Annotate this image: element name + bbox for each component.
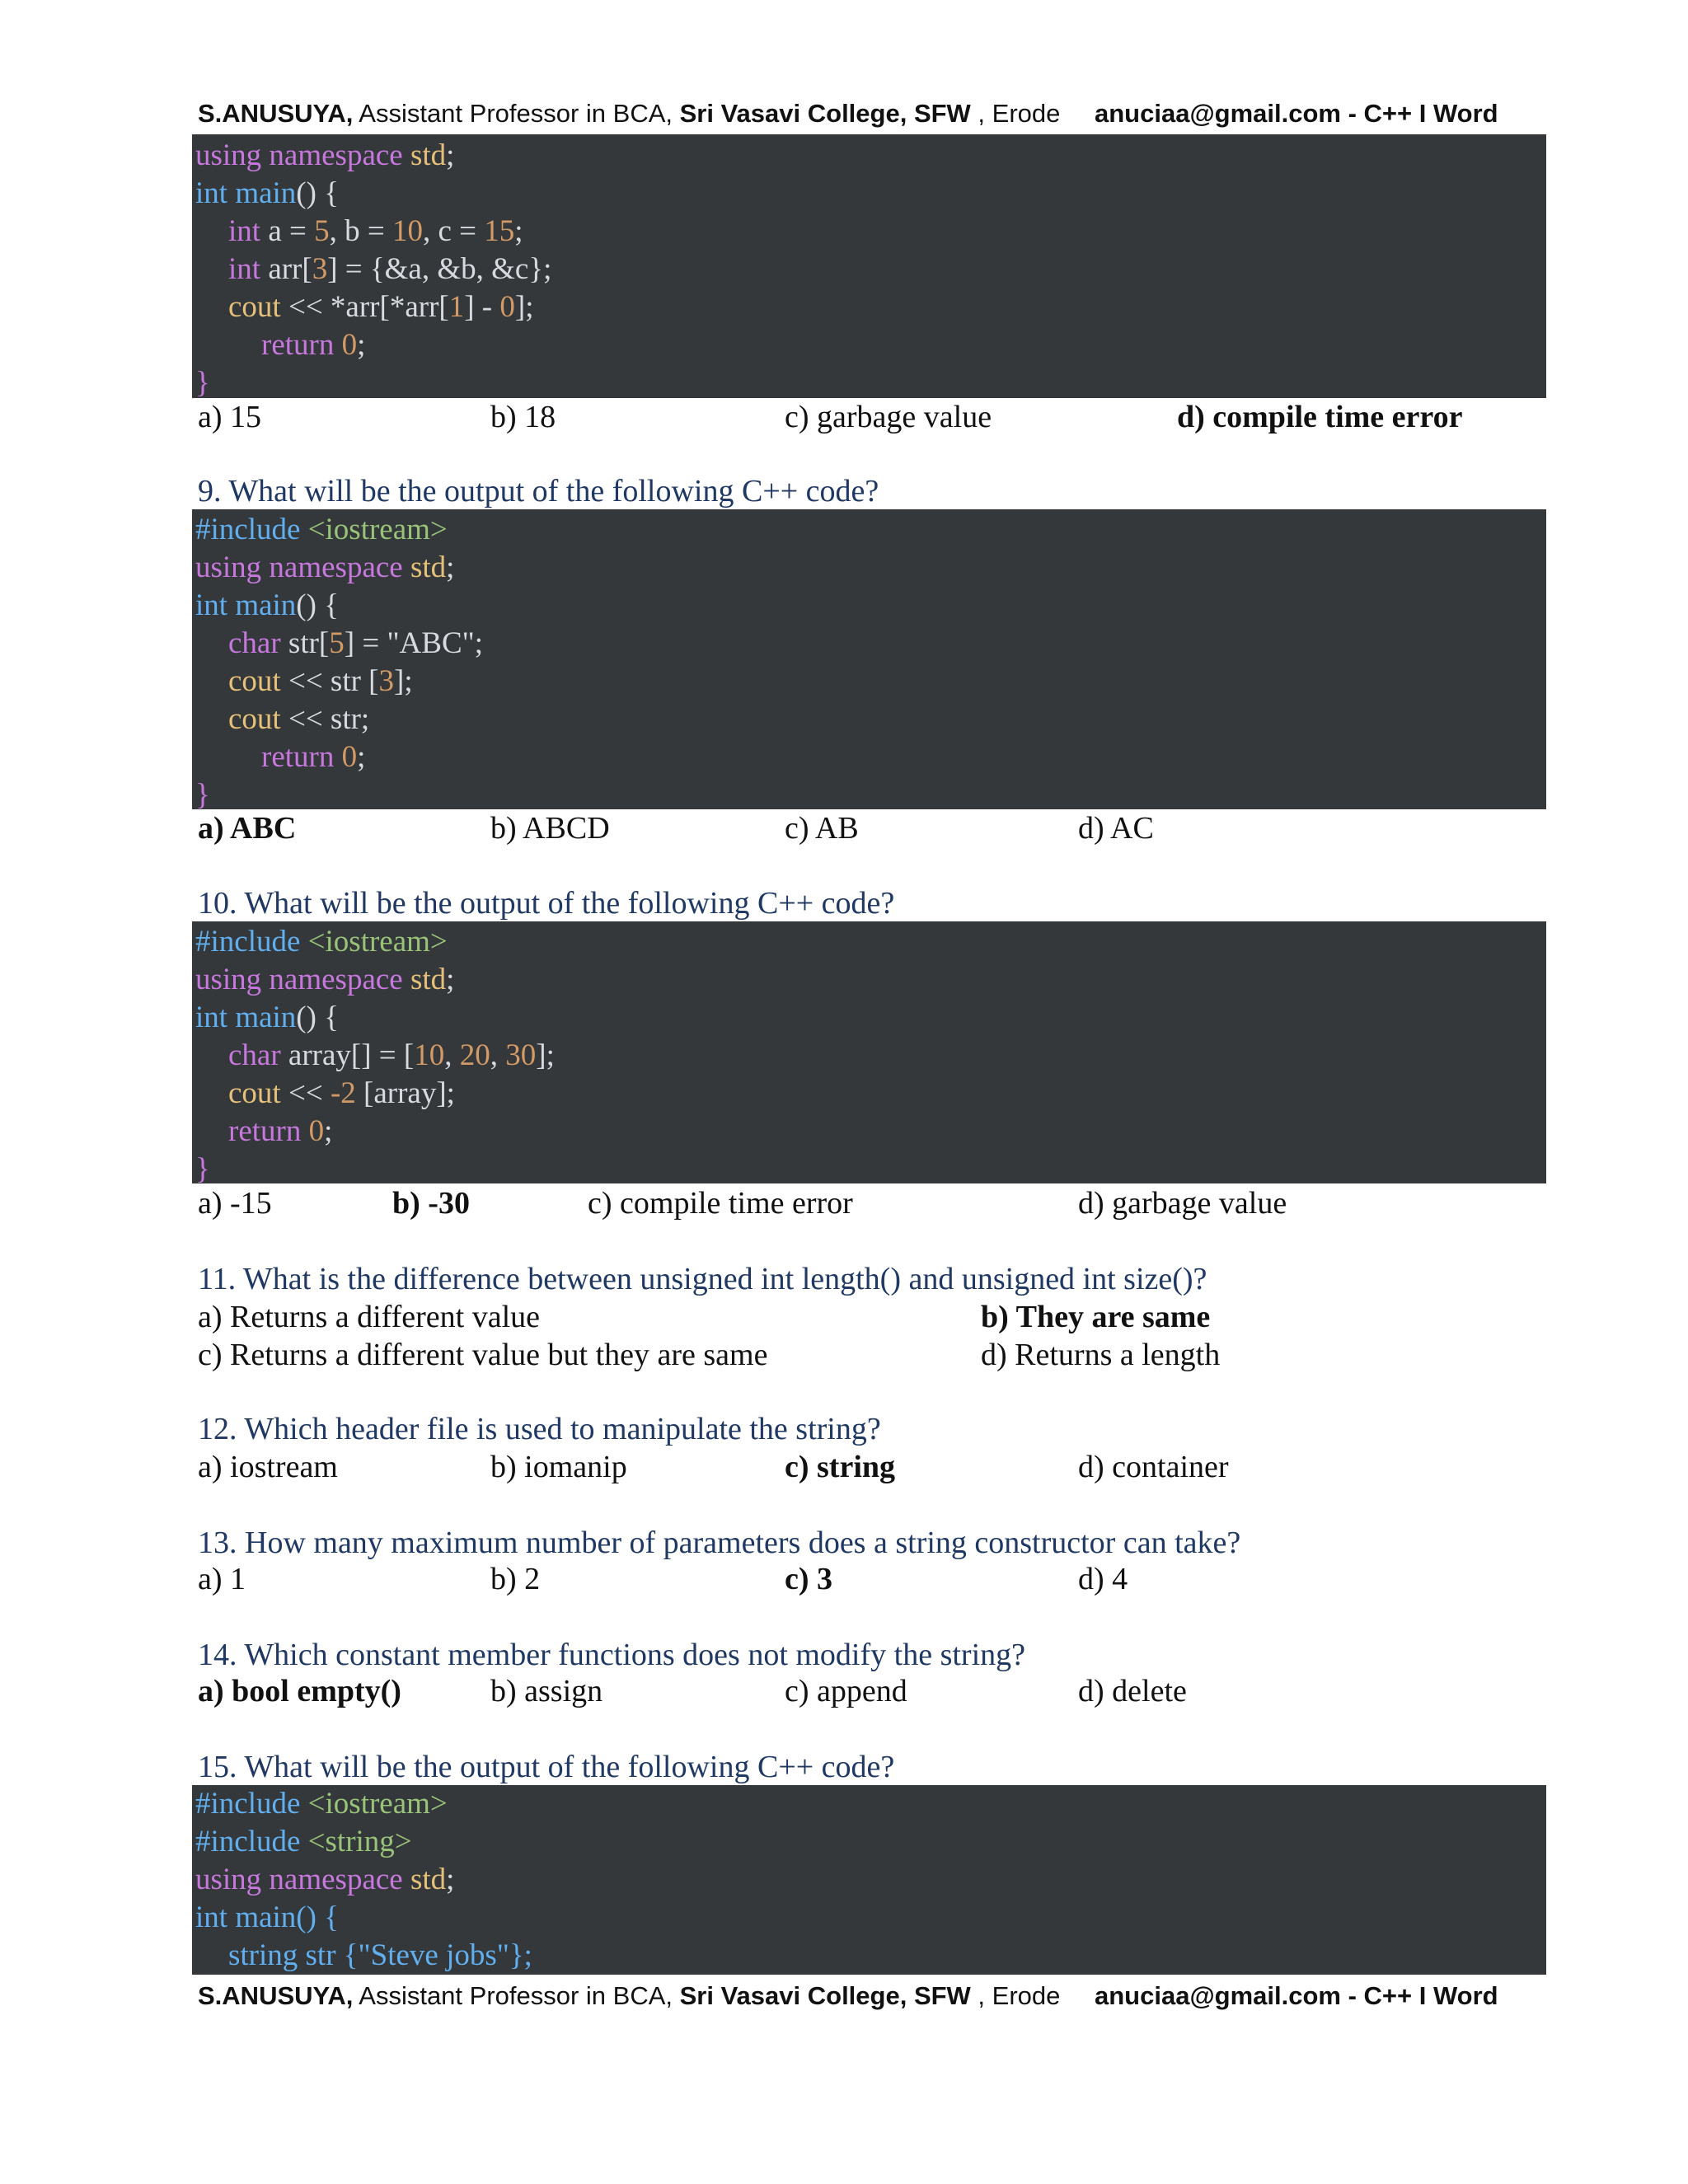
page-header [198,97,1550,130]
option-c: c) append [785,1674,907,1708]
code-line: cout << str [3]; [228,664,413,698]
code-line: #include <iostream> [195,1787,448,1821]
code-line: cout << str; [228,702,370,736]
option-c: c) AB [785,811,859,846]
option-a: a) 15 [198,400,262,434]
option-b: b) 18 [490,400,556,434]
option-c-correct: c) 3 [785,1562,833,1596]
code-line: using namespace std; [195,1863,455,1896]
code-line: char str[5] = "ABC"; [228,626,484,660]
question-12: 12. Which header file is used to manipulate the string? [198,1412,881,1446]
code-line: using namespace std; [195,138,455,172]
header-author: S.ANUSUYA, [198,99,354,128]
option-d: d) delete [1078,1674,1187,1708]
code-line: char array[] = [10, 20, 30]; [228,1038,555,1072]
code-line: cout << *arr[*arr[1] - 0]; [228,290,534,324]
option-c: c) Returns a different value but they are same [198,1338,768,1372]
option-a: a) Returns a different value [198,1300,541,1334]
option-b-correct: b) -30 [392,1186,470,1221]
footer-college: Sri Vasavi College, SFW [679,1981,971,2010]
question-9: 9. What will be the output of the following C++ code? [198,474,879,509]
header-email-subject: anuciaa@gmail.com - C++ I Word [1095,99,1498,128]
option-d: d) Returns a length [981,1338,1221,1372]
code-line: return 0; [261,328,366,362]
code-line: } [195,1152,210,1183]
code-line: int main() { [195,1900,339,1934]
code-line: cout << -2 [array]; [228,1076,455,1110]
option-b: b) assign [490,1674,603,1708]
option-c: c) garbage value [785,400,992,434]
code-line: int arr[3] = {&a, &b, &c}; [228,252,552,286]
footer-author: S.ANUSUYA, [198,1981,354,2010]
code-line: using namespace std; [195,963,455,996]
code-line: } [195,366,210,398]
question-13: 13. How many maximum number of parameters does a string constructor can take? [198,1526,1241,1560]
code-block-3 [192,921,1546,1183]
code-block-1 [192,134,1546,398]
option-d: d) AC [1078,811,1154,846]
option-a-correct: a) ABC [198,811,297,846]
footer-email-subject: anuciaa@gmail.com - C++ I Word [1095,1981,1498,2010]
code-line: int main() { [195,1001,339,1034]
option-b-correct: b) They are same [981,1300,1211,1334]
option-a: a) -15 [198,1186,272,1221]
question-11: 11. What is the difference between unsigned int length() and unsigned int size()? [198,1262,1207,1296]
code-line: #include <iostream> [195,925,448,958]
header-city: , Erode [970,99,1061,128]
option-c: c) compile time error [588,1186,853,1221]
code-line: string str {"Steve jobs"}; [228,1938,532,1972]
header-role: Assistant Professor in BCA, [353,99,680,128]
option-d: d) 4 [1078,1562,1128,1596]
option-c-correct: c) string [785,1450,896,1484]
option-b: b) iomanip [490,1450,627,1484]
question-10: 10. What will be the output of the following C++ code? [198,886,895,921]
option-b: b) 2 [490,1562,541,1596]
footer-role: Assistant Professor in BCA, [353,1981,680,2010]
code-line: return 0; [228,1114,333,1148]
option-a: a) iostream [198,1450,338,1484]
code-line: using namespace std; [195,551,455,584]
option-d: d) garbage value [1078,1186,1287,1221]
code-block-2 [192,509,1546,809]
option-a: a) 1 [198,1562,246,1596]
code-line: } [195,778,210,809]
option-a-correct: a) bool empty() [198,1674,401,1708]
code-line: #include <string> [195,1825,412,1858]
option-d-correct: d) compile time error [1177,400,1463,434]
page-footer [198,1980,1550,2013]
code-line: int a = 5, b = 10, c = 15; [228,214,523,248]
code-line: return 0; [261,740,366,774]
header-college: Sri Vasavi College, SFW [679,99,971,128]
footer-city: , Erode [970,1981,1061,2010]
question-15: 15. What will be the output of the following C++ code? [198,1750,895,1784]
code-line: int main() { [195,588,339,622]
option-b: b) ABCD [490,811,610,846]
code-line: #include <iostream> [195,513,448,546]
question-14: 14. Which constant member functions does not modify the string? [198,1638,1025,1672]
code-line: int main() { [195,176,339,210]
option-d: d) container [1078,1450,1229,1484]
code-block-4 [192,1785,1546,1975]
